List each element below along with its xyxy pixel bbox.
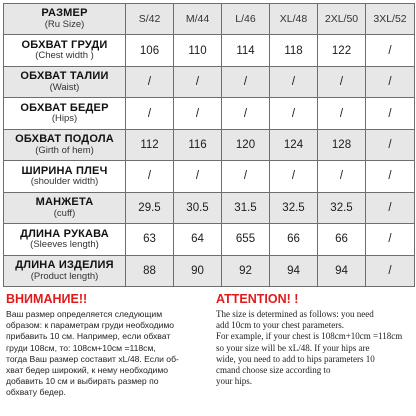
row-label-ru: ДЛИНА РУКАВА	[20, 227, 109, 240]
note-en-line: cmand choose size according to	[216, 365, 331, 376]
cell-value: 90	[191, 264, 204, 277]
table-row	[4, 98, 415, 129]
size-header-cell	[366, 4, 415, 35]
cell-value: /	[388, 138, 392, 151]
note-ru-line: прибавить 10 см. Например, если обхват	[6, 331, 171, 342]
value-cell	[174, 255, 222, 287]
value-cell	[270, 129, 318, 160]
value-cell	[174, 161, 222, 192]
cell-value: 31.5	[234, 201, 257, 214]
size-header-label: S/42	[138, 13, 161, 26]
note-en-line: add 10cm to your chest parameters.	[216, 320, 344, 331]
cell-value: 116	[188, 138, 207, 151]
row-label-cell	[4, 35, 126, 66]
size-header-label: XL/48	[279, 13, 308, 26]
cell-value: 32.5	[282, 201, 305, 214]
note-ru-line: образом: к параметрам груди необходимо	[6, 320, 175, 331]
row-label-en: (shoulder width)	[30, 176, 99, 188]
value-cell	[174, 224, 222, 255]
row-label-ru: МАНЖЕТА	[35, 196, 94, 209]
cell-value: 118	[284, 44, 303, 57]
note-ru	[6, 292, 210, 399]
cell-value: /	[195, 76, 200, 89]
row-label-cell	[4, 66, 126, 97]
row-label-en: (Girth of hem)	[35, 144, 94, 156]
value-cell	[222, 98, 270, 129]
cell-value: 122	[331, 44, 352, 57]
table-row	[4, 224, 415, 255]
row-label-cell	[4, 129, 126, 160]
cell-value: /	[147, 76, 152, 89]
value-cell	[366, 255, 415, 287]
value-cell	[222, 66, 270, 97]
cell-value: 94	[287, 264, 300, 277]
cell-value: /	[195, 107, 200, 120]
value-cell	[318, 35, 366, 66]
cell-value: /	[388, 76, 392, 89]
header-label-ru: РАЗМЕР	[41, 7, 88, 20]
cell-value: /	[388, 170, 392, 183]
header-label-cell	[4, 4, 126, 35]
cell-value: /	[291, 76, 296, 89]
value-cell	[270, 192, 318, 223]
note-en	[216, 292, 414, 387]
cell-value: 66	[287, 233, 300, 246]
size-header-label: M/44	[185, 13, 210, 26]
value-cell	[174, 129, 222, 160]
note-en-line: For example, if your chest is 108cm+10cm =118cm	[216, 331, 403, 342]
value-cell	[174, 98, 222, 129]
row-label-ru: ДЛИНА ИЗДЕЛИЯ	[15, 258, 114, 271]
cell-value: 110	[188, 44, 207, 57]
header-label-en: (Ru Size)	[44, 19, 85, 30]
cell-value: /	[339, 107, 344, 120]
note-ru-line: обхвату бедер.	[6, 387, 66, 398]
size-header-label: L/46	[235, 13, 256, 26]
cell-value: 106	[139, 44, 160, 57]
row-label-en: (cuff)	[53, 207, 76, 219]
cell-value: 114	[236, 44, 255, 57]
size-header-label: 2XL/50	[324, 13, 359, 26]
row-label-ru: ОБХВАТ БЕДЕР	[20, 101, 109, 114]
note-ru-line: Ваш размер определяется следующим	[6, 309, 163, 319]
table-row	[4, 129, 415, 160]
cell-value: 30.5	[186, 201, 209, 214]
row-label-cell	[4, 255, 126, 287]
value-cell	[366, 224, 415, 255]
size-header-cell	[174, 4, 222, 35]
value-cell	[366, 161, 415, 192]
value-cell	[222, 192, 270, 223]
value-cell	[222, 129, 270, 160]
row-label-en: (Chest width )	[35, 50, 94, 62]
row-label-en: (Waist)	[49, 81, 80, 93]
cell-value: 655	[235, 233, 256, 246]
note-en-line: The size is determined as follows: you need	[216, 309, 374, 319]
value-cell	[126, 35, 174, 66]
row-label-en: (Sleeves length)	[30, 239, 99, 251]
value-cell	[366, 66, 415, 97]
value-cell	[366, 98, 415, 129]
table-row	[4, 161, 415, 192]
note-ru-line: хват бедер широкий, к нему необходимо	[6, 365, 169, 376]
size-header-cell	[318, 4, 366, 35]
note-en-line: wide, you need to add to hips parameters 10	[216, 353, 375, 364]
cell-value: 64	[191, 233, 204, 246]
note-ru-line: груди 108см, то: 108см+10см =118см,	[6, 342, 156, 353]
value-cell	[126, 255, 174, 287]
cell-value: /	[339, 76, 344, 89]
value-cell	[174, 66, 222, 97]
value-cell	[126, 224, 174, 255]
row-label-en: (Product length)	[30, 270, 99, 282]
note-ru-line: тогда Ваш размер составит xL/48. Если об-	[6, 353, 179, 364]
row-label-ru: ОБХВАТ ПОДОЛА	[15, 133, 114, 146]
table-header-row	[4, 4, 415, 35]
value-cell	[270, 66, 318, 97]
cell-value: 124	[283, 138, 304, 151]
value-cell	[318, 98, 366, 129]
row-label-cell	[4, 192, 126, 223]
value-cell	[366, 35, 415, 66]
cell-value: 92	[239, 264, 252, 277]
cell-value: 120	[235, 138, 256, 151]
row-label-ru: ОБХВАТ ТАЛИИ	[20, 70, 109, 83]
value-cell	[126, 66, 174, 97]
cell-value: 66	[335, 233, 348, 246]
cell-value: /	[388, 107, 392, 120]
cell-value: 29.5	[138, 201, 161, 214]
cell-value: /	[243, 170, 248, 183]
table-row	[4, 255, 415, 287]
row-label-cell	[4, 161, 126, 192]
value-cell	[126, 161, 174, 192]
value-cell	[126, 192, 174, 223]
cell-value: 32.5	[330, 201, 353, 214]
cell-value: /	[147, 170, 152, 183]
cell-value: 94	[335, 264, 348, 277]
value-cell	[222, 161, 270, 192]
value-cell	[222, 255, 270, 287]
size-header-cell	[222, 4, 270, 35]
cell-value: 112	[140, 138, 159, 151]
table-row	[4, 192, 415, 223]
cell-value: /	[388, 201, 392, 214]
value-cell	[318, 224, 366, 255]
cell-value: /	[243, 107, 248, 120]
size-header-cell	[126, 4, 174, 35]
value-cell	[222, 35, 270, 66]
cell-value: 88	[143, 264, 156, 277]
value-cell	[126, 98, 174, 129]
cell-value: /	[243, 76, 248, 89]
value-cell	[318, 192, 366, 223]
cell-value: /	[291, 107, 296, 120]
note-en-text	[216, 309, 414, 387]
value-cell	[366, 129, 415, 160]
notes-section	[0, 292, 416, 416]
cell-value: /	[291, 170, 296, 183]
note-en-title: ATTENTION! !	[216, 292, 299, 306]
value-cell	[270, 255, 318, 287]
cell-value: /	[195, 170, 200, 183]
value-cell	[174, 192, 222, 223]
size-table	[3, 3, 415, 287]
cell-value: 128	[331, 138, 352, 151]
cell-value: /	[388, 233, 392, 246]
row-label-ru: ОБХВАТ ГРУДИ	[21, 38, 108, 51]
table-row	[4, 35, 415, 66]
cell-value: /	[388, 44, 392, 57]
size-header-label: 3XL/52	[373, 13, 407, 26]
cell-value: /	[388, 264, 392, 277]
note-ru-text	[6, 309, 210, 399]
note-en-line: your hips.	[216, 376, 252, 387]
value-cell	[270, 224, 318, 255]
value-cell	[270, 161, 318, 192]
note-ru-line: добавить 10 см и выбирать размер по	[6, 376, 159, 387]
cell-value: /	[339, 170, 344, 183]
row-label-ru: ШИРИНА ПЛЕЧ	[21, 164, 108, 177]
row-label-cell	[4, 98, 126, 129]
value-cell	[126, 129, 174, 160]
table-row	[4, 66, 415, 97]
value-cell	[318, 66, 366, 97]
value-cell	[174, 35, 222, 66]
value-cell	[222, 224, 270, 255]
cell-value: /	[147, 107, 152, 120]
row-label-en: (Hips)	[51, 113, 78, 125]
value-cell	[270, 35, 318, 66]
note-en-line: so your size will be xL/48. If your hips are	[216, 342, 370, 353]
value-cell	[270, 98, 318, 129]
size-header-cell	[270, 4, 318, 35]
note-ru-title: ВНИМАНИЕ!!	[6, 292, 88, 306]
row-label-cell	[4, 224, 126, 255]
value-cell	[318, 129, 366, 160]
value-cell	[318, 161, 366, 192]
cell-value: 63	[143, 233, 156, 246]
value-cell	[366, 192, 415, 223]
value-cell	[318, 255, 366, 287]
